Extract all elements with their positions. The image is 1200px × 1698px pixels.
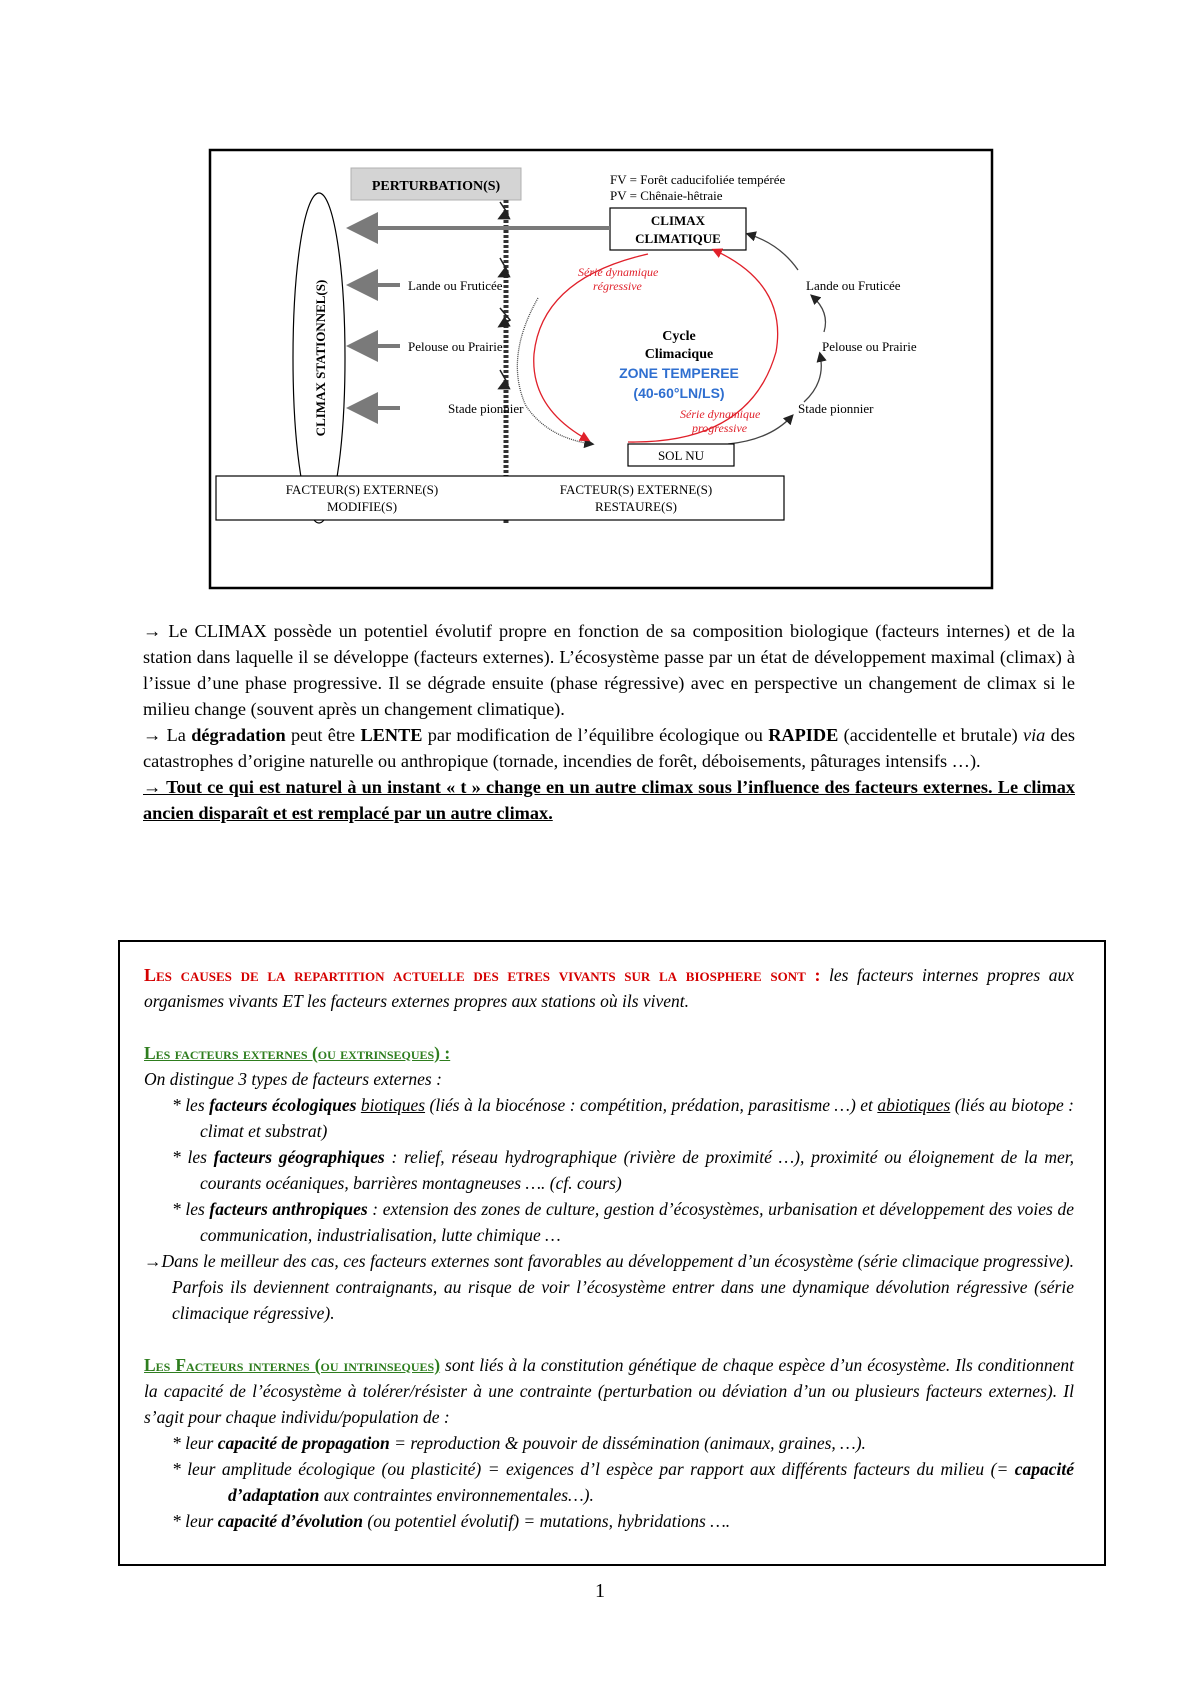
causes-box bbox=[118, 940, 1106, 1566]
ext-restaure-line-2: RESTAURE(S) bbox=[594, 499, 678, 514]
zone-line-1: ZONE TEMPEREE bbox=[619, 365, 739, 381]
paragraph-climax-potential: → Le CLIMAX possède un potentiel évolutif propre en fonction de sa composition biologique (facteurs internes) et de la station dans laquelle il se développe (facteurs externes). L’écosystème passe par un état de développement maximal (climax) à l’issue d’une phase progressive. Il se dégrade ensuite (phase régressive) avec en perspective un changement de climax si le milieu change (souvent après un changement climatique). bbox=[143, 621, 1075, 719]
amplitude-item: * leur amplitude écologique (ou plasticité) = exigences d’l espèce par rapport aux différents facteurs du milieu (= capacité d’adaptation aux contraintes environnementales…). bbox=[172, 1459, 1074, 1505]
serie-reg-line-1: Série dynamique bbox=[578, 265, 659, 279]
lande-left-label: Lande ou Fruticée bbox=[408, 278, 503, 293]
pelouse-left-label: Pelouse ou Prairie bbox=[408, 339, 503, 354]
climax-line-2: CLIMATIQUE bbox=[635, 231, 721, 246]
cycle-line-2: Climacique bbox=[644, 347, 714, 362]
arrow-icon: → bbox=[143, 725, 162, 745]
internal-factors-paragraph: Les Facteurs internes (ou intrinseques) sont liés à la constitution génétique de chaque espèce d’un écosystème. Ils conditionnent la capacité de l’écosystème à tolérer/résister à une contrainte (perturbation ou déviation d’un ou plusieurs facteurs externes). Il s’agit pour chaque individu/population de : bbox=[144, 1355, 1075, 1427]
cycle-line-1: Cycle bbox=[662, 329, 696, 344]
perturbation-label: PERTURBATION(S) bbox=[371, 179, 501, 194]
ext-modifie-line-1: FACTEUR(S) EXTERNE(S) bbox=[285, 482, 439, 497]
evolution-item: * leur capacité d’évolution (ou potentiel évolutif) = mutations, hybridations …. bbox=[172, 1511, 731, 1531]
climax-cycle-diagram bbox=[208, 148, 994, 590]
page-number: 1 bbox=[595, 1580, 605, 1602]
stade-right-label: Stade pionnier bbox=[798, 401, 874, 416]
eco-factors-item: * les facteurs écologiques biotiques (liés à la biocénose : compétition, prédation, parasitisme …) et abiotiques (liés au biotope : climat et substrat) bbox=[172, 1095, 1074, 1141]
pv-legend: PV = Chênaie-hêtraie bbox=[610, 188, 723, 203]
serie-prog-line-1: Série dynamique bbox=[680, 407, 761, 421]
anthro-factors-item: * les facteurs anthropiques : extension des zones de culture, gestion d’écosystèmes, urbanisation et développement des voies de communication, industrialisation, lutte chimique … bbox=[172, 1199, 1074, 1245]
text-section bbox=[143, 618, 1075, 826]
paragraph-degradation: → La dégradation peut être LENTE par modification de l’équilibre écologique ou RAPIDE (accidentelle et brutale) via des catastrophes d’origine naturelle ou anthropique (tornade, incendies de forêt, déboisements, pâturages intensifs …). bbox=[143, 725, 1075, 771]
ext-modifie-line-2: MODIFIE(S) bbox=[326, 499, 398, 514]
climax-stationnel-label: CLIMAX STATIONNEL(S) bbox=[313, 279, 328, 437]
propagation-item: * leur capacité de propagation = reproduction & pouvoir de dissémination (animaux, graines, …). bbox=[172, 1433, 866, 1453]
external-intro: On distingue 3 types de facteurs externes : bbox=[144, 1069, 442, 1089]
pelouse-right-label: Pelouse ou Prairie bbox=[822, 339, 917, 354]
serie-reg-line-2: régressive bbox=[593, 279, 642, 293]
causes-title: Les causes de la repartition actuelle des etres vivants sur la biosphere sont : bbox=[144, 965, 821, 985]
ext-restaure-line-1: FACTEUR(S) EXTERNE(S) bbox=[559, 482, 713, 497]
geo-factors-item: * les facteurs géographiques : relief, réseau hydrographique (rivière de proximité …), proximité ou éloignement de la mer, courants océaniques, barrières montagneuses …. (cf. cours) bbox=[172, 1147, 1074, 1193]
external-factors-title: Les facteurs externes (ou extrinseques) : bbox=[144, 1043, 451, 1063]
zone-line-2: (40-60°LN/LS) bbox=[633, 385, 725, 401]
external-conclusion: →Dans le meilleur des cas, ces facteurs externes sont favorables au développement d’un écosystème (série climacique progressive). Parfois ils deviennent contraignants, au risque de voir l’écosystème entrer dans une dynamique dévolution régressive (série climacique régressive). bbox=[144, 1251, 1074, 1323]
causes-paragraph: Les causes de la repartition actuelle des etres vivants sur la biosphere sont : les facteurs internes propres aux organismes vivants ET les facteurs externes propres aux stations où ils vivent. bbox=[144, 965, 1074, 1011]
paragraph-conclusion: → Tout ce qui est naturel à un instant « t » change en un autre climax sous l’influence des facteurs externes. Le climax ancien disparaît et est remplacé par un autre climax. bbox=[143, 777, 1075, 823]
climax-line-1: CLIMAX bbox=[650, 213, 706, 228]
internal-factors-title: Les Facteurs internes (ou intrinseques) bbox=[144, 1355, 441, 1375]
arrow-icon: → bbox=[144, 1251, 162, 1271]
serie-prog-line-2: progressive bbox=[692, 421, 748, 435]
sol-nu-label: SOL NU bbox=[657, 448, 705, 463]
fv-legend: FV = Forêt caducifoliée tempérée bbox=[610, 172, 786, 187]
lande-right-label: Lande ou Fruticée bbox=[806, 278, 901, 293]
arrow-icon: → bbox=[143, 621, 162, 641]
stade-left-label: Stade pionnier bbox=[448, 401, 524, 416]
